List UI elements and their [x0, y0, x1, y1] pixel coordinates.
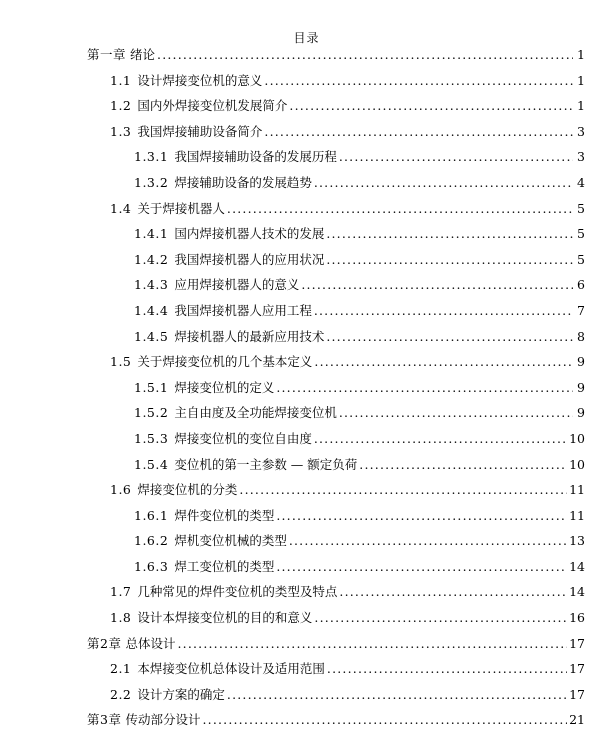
toc-entry[interactable] — [0, 400, 613, 426]
toc-dot-leader — [339, 400, 573, 426]
toc-dot-leader — [202, 707, 567, 733]
toc-dot-leader — [227, 682, 567, 708]
toc-entry-title: 焊工变位机的类型 — [174, 558, 275, 574]
toc-entry-title: 我国焊接机器人应用工程 — [174, 302, 312, 318]
toc-entry-title: 国内焊接机器人技术的发展 — [174, 226, 325, 242]
toc-entry-number: 2.2 — [110, 686, 132, 702]
toc-entry-title: 我国焊接辅助设备的发展历程 — [174, 149, 337, 165]
toc-entry-title: 应用焊接机器人的意义 — [174, 277, 300, 293]
toc-entry-page-number: 8 — [577, 328, 585, 344]
toc-entry-number: 1.7 — [110, 584, 132, 600]
toc-entry[interactable] — [0, 349, 613, 375]
toc-entry-title: 焊接辅助设备的发展趋势 — [174, 174, 312, 190]
toc-entry-page-number: 9 — [577, 379, 585, 395]
toc-entry-title: 几种常见的焊件变位机的类型及特点 — [137, 584, 338, 600]
toc-entry-page-number: 3 — [577, 149, 585, 165]
toc-entry-number: 2.1 — [110, 661, 132, 677]
toc-entry-page-number: 14 — [569, 584, 585, 600]
toc-entry-page-number: 17 — [569, 686, 585, 702]
toc-entry[interactable] — [0, 170, 613, 196]
toc-entry-page-number: 10 — [569, 430, 585, 446]
toc-entry-page-number: 11 — [569, 482, 585, 498]
toc-entry-page-number: 17 — [569, 661, 585, 677]
toc-entry-number: 1.3 — [110, 123, 132, 139]
toc-entry[interactable] — [0, 554, 613, 580]
toc-entry-number: 1.6.1 — [134, 507, 169, 523]
toc-entry-number: 1.3.2 — [134, 174, 169, 190]
toc-entry-page-number: 9 — [577, 354, 585, 370]
toc-dot-leader — [264, 119, 573, 145]
toc-dot-leader — [314, 349, 573, 375]
toc-dot-leader — [276, 375, 573, 401]
toc-dot-leader — [339, 579, 567, 605]
toc-entry[interactable] — [0, 221, 613, 247]
toc-dot-leader — [177, 631, 567, 657]
toc-entry-page-number: 1 — [577, 47, 585, 62]
toc-dot-leader — [314, 298, 573, 324]
toc-dot-leader — [227, 196, 573, 222]
toc-entry-title: 关于焊接机器人 — [137, 200, 225, 216]
toc-entry-number: 1.2 — [110, 98, 132, 114]
toc-entry-number: 1.3.1 — [134, 149, 169, 165]
toc-entry-title: 焊机变位机械的类型 — [174, 533, 287, 549]
toc-entry-page-number: 1 — [577, 72, 585, 88]
toc-dot-leader — [314, 605, 567, 631]
toc-entry[interactable] — [0, 247, 613, 273]
toc-entry-page-number: 13 — [569, 533, 585, 549]
toc-dot-leader — [289, 93, 573, 119]
toc-dot-leader — [327, 656, 567, 682]
toc-entry-number: 1.5.2 — [134, 405, 169, 421]
toc-entry[interactable] — [0, 528, 613, 554]
toc-entry[interactable] — [0, 631, 613, 657]
toc-entry-number: 1.5.3 — [134, 430, 169, 446]
toc-entry-title: 总体设计 — [125, 635, 176, 651]
toc-entry-title: 设计方案的确定 — [137, 686, 225, 702]
toc-entry-page-number: 11 — [569, 507, 585, 523]
toc-dot-leader — [157, 42, 573, 68]
toc-dot-leader — [326, 247, 573, 273]
toc-entry-page-number: 14 — [569, 558, 585, 574]
toc-entry-title: 设计本焊接变位机的目的和意义 — [137, 610, 313, 626]
toc-entry-page-number: 5 — [577, 200, 585, 216]
toc-entry-page-number: 1 — [577, 98, 585, 114]
toc-entry[interactable] — [0, 682, 613, 708]
toc-entry-page-number: 21 — [569, 712, 585, 728]
toc-entry[interactable] — [0, 324, 613, 350]
toc-entry-number: 1.6 — [110, 482, 132, 498]
toc-entry-title: 绪论 — [130, 47, 156, 62]
toc-entry[interactable] — [0, 298, 613, 324]
toc-entry[interactable] — [0, 452, 613, 478]
toc-entry-page-number: 3 — [577, 123, 585, 139]
toc-entry[interactable] — [0, 707, 613, 733]
toc-entry[interactable] — [0, 119, 613, 145]
toc-entry-page-number: 5 — [577, 226, 585, 242]
toc-entry-title: 焊接变位机的定义 — [174, 379, 275, 395]
toc-entry-number: 1.6.2 — [134, 533, 169, 549]
toc-entry[interactable] — [0, 503, 613, 529]
toc-entry-number: 第2章 — [87, 635, 122, 651]
toc-entry-number: 1.4.4 — [134, 302, 169, 318]
toc-entry-title: 本焊接变位机总体设计及适用范围 — [137, 661, 325, 677]
toc-entry[interactable] — [0, 144, 613, 170]
toc-entry-number: 1.4 — [110, 200, 132, 216]
toc-entry-number: 1.5.4 — [134, 456, 169, 472]
toc-entry[interactable] — [0, 656, 613, 682]
toc-dot-leader — [264, 68, 573, 94]
toc-entry-number: 1.5 — [110, 354, 132, 370]
toc-entry-title: 传动部分设计 — [125, 712, 201, 728]
toc-entry-number: 1.4.5 — [134, 328, 169, 344]
toc-entry[interactable] — [0, 375, 613, 401]
toc-dot-leader — [301, 272, 573, 298]
toc-entry-title: 焊件变位机的类型 — [174, 507, 275, 523]
toc-entry[interactable] — [0, 93, 613, 119]
toc-entry-title: 焊接变位机的分类 — [137, 482, 238, 498]
toc-entry-number: 1.4.1 — [134, 226, 169, 242]
toc-entry-title: 焊接变位机的变位自由度 — [174, 430, 312, 446]
toc-entry-number: 第3章 — [87, 712, 122, 728]
toc-entry[interactable] — [0, 426, 613, 452]
toc-entry-number: 1.4.3 — [134, 277, 169, 293]
toc-dot-leader — [289, 528, 567, 554]
toc-dot-leader — [326, 324, 573, 350]
toc-entry-number: 1.1 — [110, 72, 132, 88]
toc-dot-leader — [276, 503, 567, 529]
toc-dot-leader — [339, 144, 573, 170]
toc-entry-title: 国内外焊接变位机发展简介 — [137, 98, 288, 114]
toc-entry-page-number: 4 — [577, 174, 585, 190]
toc-entry-page-number: 5 — [577, 251, 585, 267]
toc-entry[interactable] — [0, 605, 613, 631]
toc-entry-title: 关于焊接变位机的几个基本定义 — [137, 354, 313, 370]
toc-entry-title: 我国焊接辅助设备简介 — [137, 123, 263, 139]
toc-entry-page-number: 7 — [577, 302, 585, 318]
toc-entry-number: 1.5.1 — [134, 379, 169, 395]
toc-entry-number: 第一章 — [87, 47, 127, 62]
toc-dot-leader — [359, 452, 567, 478]
toc-entry-page-number: 17 — [569, 635, 585, 651]
toc-entry[interactable] — [0, 196, 613, 222]
toc-dot-leader — [276, 554, 567, 580]
toc-dot-leader — [314, 170, 573, 196]
toc-entry[interactable] — [0, 42, 613, 68]
toc-entry-page-number: 6 — [577, 277, 585, 293]
toc-entry-page-number: 10 — [569, 456, 585, 472]
toc-entry-number: 1.6.3 — [134, 558, 169, 574]
toc-entry[interactable] — [0, 477, 613, 503]
toc-entry-number: 1.8 — [110, 610, 132, 626]
toc-entry[interactable] — [0, 68, 613, 94]
toc-title: 目录 — [293, 31, 320, 45]
toc-dot-leader — [239, 477, 567, 503]
toc-entry-title: 变位机的第一主参数 — 额定负荷 — [174, 456, 358, 472]
toc-entry[interactable] — [0, 579, 613, 605]
toc-dot-leader — [326, 221, 573, 247]
toc-entry-title: 焊接机器人的最新应用技术 — [174, 328, 325, 344]
toc-entry[interactable] — [0, 272, 613, 298]
toc-entry-number: 1.4.2 — [134, 251, 169, 267]
toc-entry-title: 设计焊接变位机的意义 — [137, 72, 263, 88]
toc-entry-title: 我国焊接机器人的应用状况 — [174, 251, 325, 267]
toc-entry-page-number: 9 — [577, 405, 585, 421]
toc-dot-leader — [314, 426, 567, 452]
toc-entry-page-number: 16 — [569, 610, 585, 626]
toc-entry-title: 主自由度及全功能焊接变位机 — [174, 405, 337, 421]
toc-list — [0, 42, 613, 733]
